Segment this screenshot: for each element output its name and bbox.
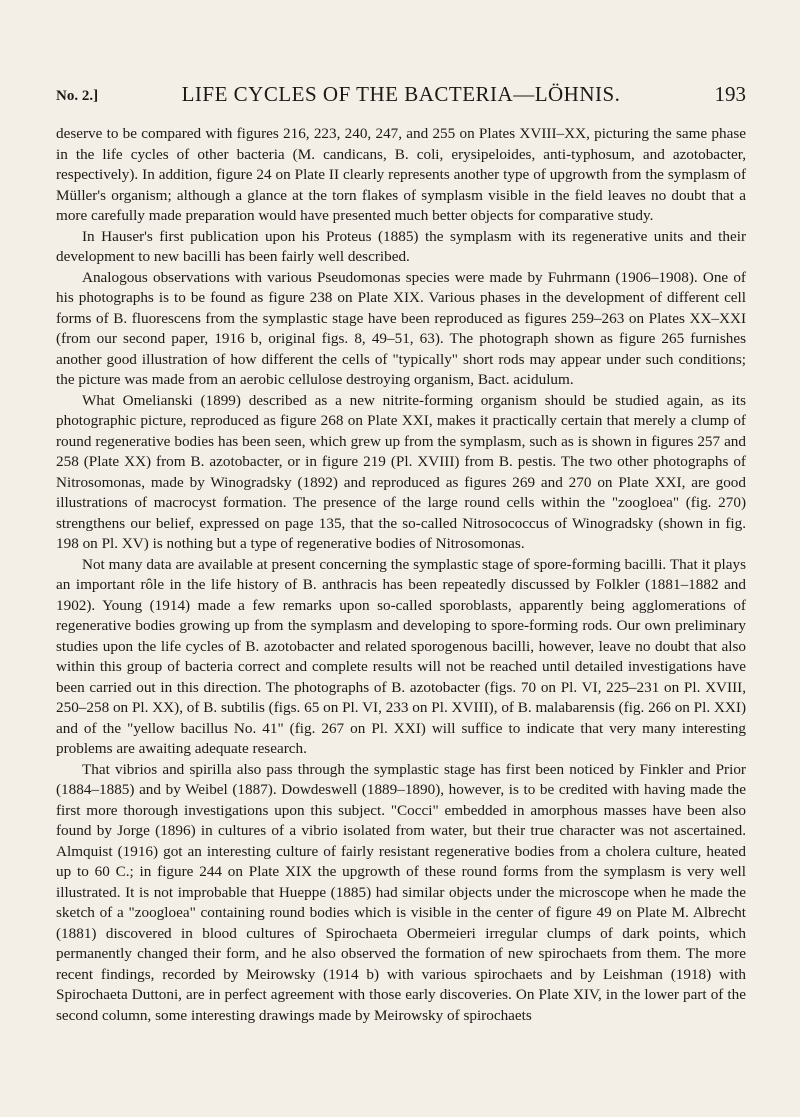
paragraph: deserve to be compared with figures 216, 223, 240, 247, and 255 on Plates XVIII–XX, picturing the same phase in the life cycles of other bacteria (M. candicans, B. coli, erysipeloides, anti-typhosum, and azotobacter, respectively). In addition, figure 24 on Plate II clearly represents another type of upgrowth from the symplasm of Müller's organism; although a glance at the torn flakes of symplasm visible in the field leaves no doubt that a more carefully made preparation would have presented much better objects for comparative study.: [56, 125, 746, 224]
paragraph: Analogous observations with various Pseudomonas species were made by Fuhrmann (1906–1908). One of his photographs is to be found as figure 238 on Plate XIX. Various phases in the development of different cell forms of B. fluorescens from the symplastic stage have been reproduced as figures 259–263 on Plates XX–XXI (from our second paper, 1916 b, original figs. 8, 49–51, 63). The photograph shown as figure 265 furnishes another good illustration of how different the cells of "typically" short rods may appear under such conditions; the picture was made from an aerobic cellulose destroying organism, Bact. acidulum.: [56, 268, 746, 388]
running-header: [56, 82, 746, 110]
paragraph: What Omelianski (1899) described as a new nitrite-forming organism should be studied again, as its photographic picture, reproduced as figure 268 on Plate XXI, makes it practically certain that merely a clump of round regenerative bodies has been seen, which grew up from the symplasm, such as is shown in figures 257 and 258 (Plate XX) from B. azotobacter, or in figure 219 (Pl. XVIII) from B. pestis. The two other photographs of Nitrosomonas, made by Winogradsky (1892) and reproduced as figures 269 and 270 on Plate XXI, are good illustrations of macrocyst formation. The presence of the large round cells within the "zoogloea" (fig. 270) strengthens our belief, expressed on page 135, that the so-called Nitrosococcus of Winogradsky (shown in fig. 198 on Pl. XV) is nothing but a type of regenerative bodies of Nitrosomonas.: [56, 391, 746, 552]
running-title: LIFE CYCLES OF THE BACTERIA—LÖHNIS.: [181, 82, 621, 106]
paragraph: In Hauser's first publication upon his Proteus (1885) the symplasm with its regenerative units and their development to new bacilli has been fairly well described.: [56, 227, 746, 265]
paragraph: That vibrios and spirilla also pass through the symplastic stage has first been noticed by Finkler and Prior (1884–1885) and by Weibel (1887). Dowdeswell (1889–1890), however, is to be credited with having made the first more thorough investigations upon this subject. "Cocci" embedded in amorphous masses have been also found by Jorge (1896) in cultures of a vibrio isolated from water, but their true character was not ascertained. Almquist (1916) got an interesting culture of fairly resistant regenerative bodies from a cholera culture, heated up to 60 C.; in figure 244 on Plate XIX the upgrowth of these round forms from the symplasm is very well illustrated. It is not improbable that Hueppe (1885) had similar objects under the microscope when he made the sketch of a "zoogloea" containing round bodies which is visible in the center of figure 49 on Plate M. Albrecht (1881) discovered in blood cultures of Spirochaeta Obermeieri irregular clumps of dark points, which permanently changed their form, and he also observed the formation of new spirochaets from them. The more recent findings, recorded by Meirowsky (1914 b) with various spirochaets and by Leishman (1918) with Spirochaeta Duttoni, are in perfect agreement with those early discoveries. On Plate XIV, in the lower part of the second column, some interesting drawings made by Meirowsky of spirochaets: [56, 760, 746, 1024]
paragraph: Not many data are available at present concerning the symplastic stage of spore-forming bacilli. That it plays an important rôle in the life history of B. anthracis has been repeatedly discussed by Folkler (1881–1882 and 1902). Young (1914) made a few remarks upon so-called sporoblasts, apparently being agglomerations of regenerative bodies growing up from the symplasm and developing to spore-forming rods. Our own preliminary studies upon the life cycles of B. azotobacter and related sporogenous bacilli, however, leave no doubt that also within this group of bacteria correct and complete results will not be reached until detailed investigations have been carried out in this direction. The photographs of B. azotobacter (figs. 70 on Pl. VI, 225–231 on Pl. XVIII, 250–258 on Pl. XX), of B. subtilis (figs. 65 on Pl. VI, 233 on Pl. XVIII), of B. malabarensis (fig. 266 on Pl. XXI) and of the "yellow bacillus No. 41" (fig. 267 on Pl. XXI) will suffice to indicate that very many interesting problems are awaiting adequate research.: [56, 555, 746, 757]
issue-number: No. 2.]: [56, 88, 99, 104]
body-text: [56, 124, 746, 1026]
page-number: 193: [714, 82, 746, 106]
